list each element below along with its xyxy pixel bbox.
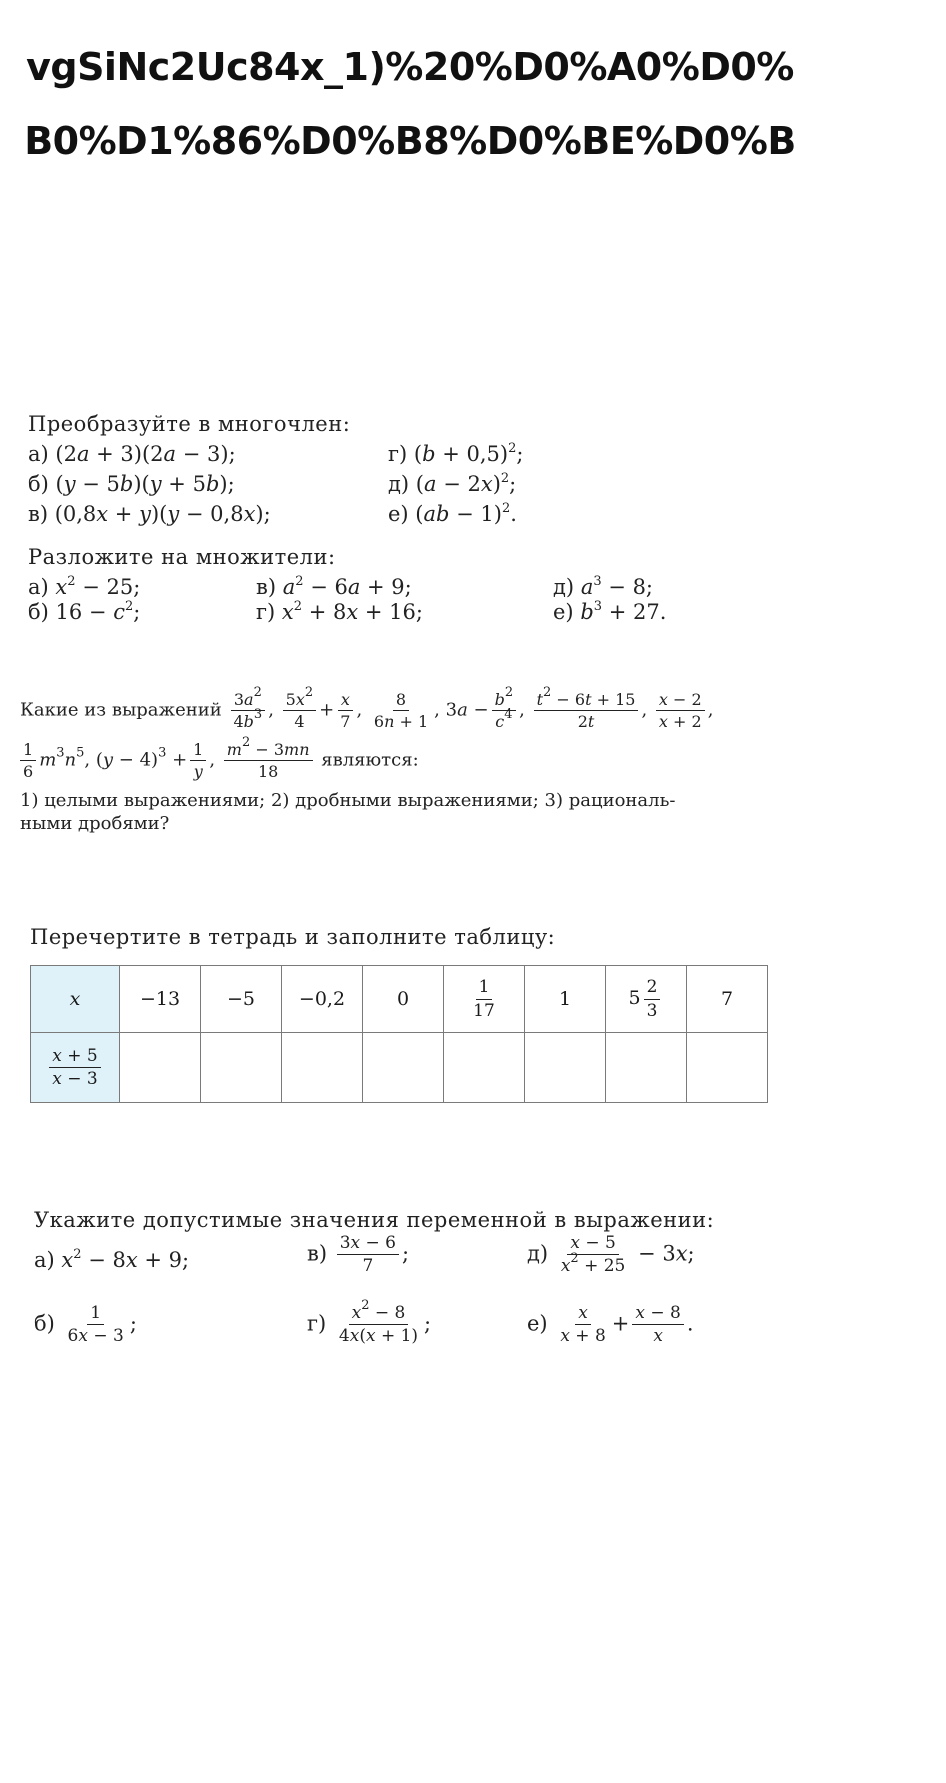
table-row [31,966,768,1033]
task-polynomial-expand [28,412,628,527]
empty-cell [606,1033,687,1103]
page-title: vgSiNc2Uc84x_1)%20%D0%A0%D0% B0%D1%86%D0%B8%D0%BE%D0%B [24,45,796,163]
question-line-2: ными дробями? [20,813,170,834]
x-value-cell: −13 [120,966,201,1033]
item-b: б) $\frac{1}{6x - 3}$ ; [34,1303,137,1347]
item-v: в) $\frac{3x - 6}{7}$ ; [307,1233,410,1277]
item-d: д) $(a - 2x)^2$; [388,471,517,496]
empty-cell [525,1033,606,1103]
x-header-cell: x [31,966,120,1033]
x-value-cell: $\frac{1}{17}$ [444,966,525,1033]
empty-cell [687,1033,768,1103]
task-factorize [28,545,728,625]
x-value-cell: −5 [201,966,282,1033]
task-heading: Разложите на множители: [28,545,336,569]
x-value-cell: 5 $\frac{2}{3}$ [606,966,687,1033]
item-b: б) (y − 5b)(y + 5b); [28,472,235,496]
empty-cell [282,1033,363,1103]
expressions-line-1: Какие из выражений $\frac{3a^2}{4b^3}$ , $\frac{5x^2}{4}$ + $\frac{x}{7}$ , $\frac{8}{6n + 1}$ , 3a − $\frac{b^2}{c^4}$ , $\frac{t^2 - 6t + 15}{2t}$ , $\frac{x - 2}{x + 2}$ , [20,685,714,732]
task-expression-types [20,685,714,840]
question-line-1: 1) целыми выражениями; 2) дробными выражениями; 3) рациональ- [20,790,676,811]
x-value-cell: 7 [687,966,768,1033]
item-g: г) $\frac{x^2 - 8}{4x(x + 1)}$ ; [307,1298,432,1347]
task-heading: Преобразуйте в многочлен: [28,412,351,436]
table-row [31,1033,768,1103]
item-e: е) $\frac{x}{x + 8}$ + $\frac{x - 8}{x}$ . [527,1303,694,1347]
x-value-cell: 0 [363,966,444,1033]
task-heading: Перечертите в тетрадь и заполните таблицу: [30,925,556,949]
item-a: а) (2a + 3)(2a − 3); [28,442,236,466]
item-a: а) $x^2 - 8x + 9$; [34,1247,190,1272]
item-a: а) $x^2 - 25$; [28,574,141,599]
expression-header-cell: $\frac{x + 5}{x - 3}$ [31,1033,120,1103]
x-value-cell: −0,2 [282,966,363,1033]
item-d: д) $a^3 - 8$; [553,574,654,599]
values-table [30,965,768,1103]
task-heading: Укажите допустимые значения переменной в выражении: [34,1208,715,1232]
item-e: е) $b^3 + 27$. [553,599,667,624]
item-v: в) $a^2 - 6a + 9$; [256,574,412,599]
empty-cell [444,1033,525,1103]
item-d: д) $\frac{x - 5}{x^2 + 25}$ − 3x; [527,1233,695,1277]
item-g: г) $(b + 0,5)^2$; [388,441,524,466]
expressions-line-2: $\frac{1}{6}$ $m^3n^5$, $(y - 4)^3$ + $\frac{1}{y}$ , $\frac{m^2 - 3mn}{18}$ являются: [20,740,419,781]
x-value-cell: 1 [525,966,606,1033]
item-b: б) $16 - c^2$; [28,599,141,624]
item-v: в) (0,8x + y)(y − 0,8x); [28,502,271,526]
empty-cell [363,1033,444,1103]
item-e: е) (ab − 1)$^2$. [388,501,517,526]
empty-cell [201,1033,282,1103]
item-g: г) $x^2 + 8x + 16$; [256,599,423,624]
empty-cell [120,1033,201,1103]
task-admissible-values [34,1208,794,1358]
